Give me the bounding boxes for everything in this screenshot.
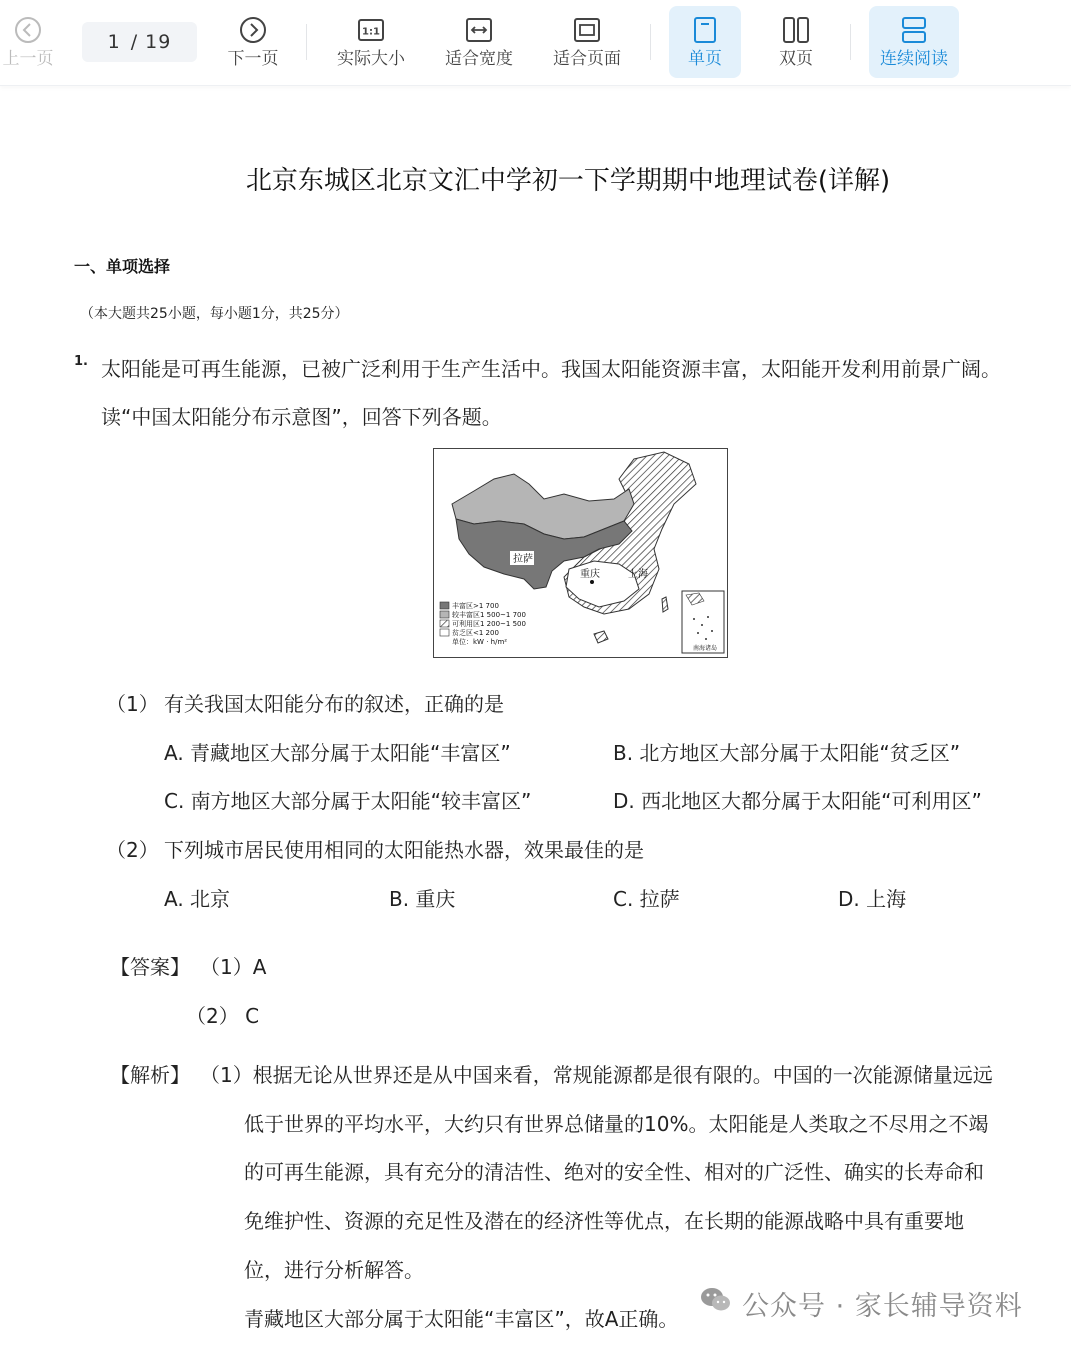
- prev-page-button[interactable]: [0, 6, 56, 78]
- double-page-icon: [781, 15, 811, 45]
- fit-page-label: 适合页面: [553, 49, 621, 69]
- fit-page-button[interactable]: [546, 6, 628, 78]
- china-solar-map: [433, 448, 728, 658]
- sub-question-text: 有关我国太阳能分布的叙述，正确的是: [164, 692, 504, 716]
- watermark: [700, 1284, 1023, 1323]
- double-page-label: 双页: [779, 49, 813, 69]
- document-title: 北京东城区北京文汇中学初一下学期期中地理试卷(详解): [245, 166, 891, 196]
- fit-width-label: 适合宽度: [445, 49, 513, 69]
- chevron-left-circle-icon: [13, 15, 43, 45]
- page-current[interactable]: 1: [107, 31, 121, 53]
- actual-size-button[interactable]: [330, 6, 412, 78]
- reader-toolbar: [0, 0, 1071, 86]
- sub-question-label: （1）: [106, 692, 159, 716]
- fit-width-button[interactable]: [438, 6, 520, 78]
- continuous-read-button[interactable]: [869, 6, 959, 78]
- analysis-line: 青藏地区大部分属于太阳能“丰富区”，故A正确。: [244, 1307, 679, 1331]
- answer-line: （2） C: [186, 1004, 260, 1028]
- wechat-icon: [700, 1286, 732, 1321]
- toolbar-divider: [650, 24, 651, 60]
- toolbar-divider: [306, 24, 307, 60]
- option-d[interactable]: D. 上海: [838, 887, 907, 911]
- watermark-text: 公众号 · 家长辅导资料: [742, 1291, 1023, 1322]
- legend-text-poor: 贫乏区<1 200: [452, 629, 499, 637]
- map-hainan: [594, 631, 608, 643]
- next-page-label: 下一页: [227, 49, 279, 69]
- option-d[interactable]: D. 西北地区大都分属于太阳能“可利用区”: [613, 789, 982, 813]
- single-page-icon: [690, 15, 720, 45]
- answer-line: （1）A: [200, 955, 267, 979]
- option-a[interactable]: A. 北京: [164, 887, 231, 911]
- prev-page-label: 上一页: [2, 49, 54, 69]
- chongqing-dot: [590, 580, 594, 584]
- question-stem-line: 读“中国太阳能分布示意图”，回答下列各题。: [101, 405, 502, 429]
- legend-text-richest: 丰富区>1 700: [452, 602, 499, 610]
- fit-width-icon: [464, 15, 494, 45]
- option-c[interactable]: C. 南方地区大部分属于太阳能“较丰富区”: [164, 789, 532, 813]
- chevron-right-circle-icon: [238, 15, 268, 45]
- analysis-line: 低于世界的平均水平，大约只有世界总储量的10%。太阳能是人类取之不尽用之不竭: [244, 1112, 989, 1136]
- actual-size-icon: [356, 15, 386, 45]
- page-total: / 19: [130, 31, 172, 53]
- sub-question-text: 下列城市居民使用相同的太阳能热水器，效果最佳的是: [164, 838, 644, 862]
- page-indicator[interactable]: [82, 22, 197, 62]
- legend-swatch-richest: [440, 602, 449, 609]
- answer-tag: 【答案】: [110, 955, 190, 979]
- map-taiwan: [662, 597, 668, 612]
- legend-text-rich: 较丰富区1 500~1 700: [452, 611, 526, 619]
- analysis-line: 位，进行分析解答。: [244, 1258, 424, 1282]
- option-a[interactable]: A. 青藏地区大部分属于太阳能“丰富区”: [164, 741, 511, 765]
- single-page-label: 单页: [688, 49, 722, 69]
- fit-page-icon: [572, 15, 602, 45]
- map-label-lhasa: 拉萨: [513, 554, 533, 565]
- option-b[interactable]: B. 重庆: [389, 887, 456, 911]
- toolbar-divider: [850, 24, 851, 60]
- sub-question-label: （2）: [106, 838, 159, 862]
- continuous-read-icon: [899, 15, 929, 45]
- section-heading: 一、单项选择: [74, 257, 171, 276]
- option-b[interactable]: B. 北方地区大部分属于太阳能“贫乏区”: [613, 741, 961, 765]
- map-legend: [440, 601, 526, 646]
- legend-text-usable: 可利用区1 200~1 500: [452, 620, 526, 628]
- analysis-line: （1）根据无论从世界还是从中国来看，常规能源都是很有限的。中国的一次能源储量远远: [200, 1063, 993, 1087]
- map-label-shanghai: 上海: [628, 569, 648, 580]
- question-stem-line: 太阳能是可再生能源，已被广泛利用于生产生活中。我国太阳能资源丰富，太阳能开发利用前景广阔。: [101, 357, 1001, 381]
- map-label-chongqing: 重庆: [580, 569, 600, 580]
- analysis-line: 免维护性、资源的充足性及潜在的经济性等优点，在长期的能源战略中具有重要地: [244, 1209, 964, 1233]
- section-note: （本大题共25小题，每小题1分，共25分）: [80, 306, 349, 322]
- double-page-button[interactable]: [760, 6, 832, 78]
- option-c[interactable]: C. 拉萨: [613, 887, 680, 911]
- legend-text-unit: 单位：kW · h/m²: [452, 638, 508, 646]
- map-inset: [682, 591, 724, 653]
- map-label-inset: 南海诸岛: [693, 645, 718, 652]
- legend-swatch-rich: [440, 611, 449, 618]
- analysis-tag: 【解析】: [110, 1063, 190, 1087]
- actual-size-icon-text: 1:1: [362, 26, 380, 38]
- continuous-read-label: 连续阅读: [880, 49, 948, 69]
- legend-swatch-usable: [440, 620, 449, 627]
- legend-swatch-poor: [440, 629, 449, 636]
- question-number: 1.: [74, 354, 88, 369]
- next-page-button[interactable]: [222, 6, 284, 78]
- single-page-button[interactable]: [669, 6, 741, 78]
- actual-size-label: 实际大小: [337, 49, 405, 69]
- analysis-line: 的可再生能源，具有充分的清洁性、绝对的安全性、相对的广泛性、确实的长寿命和: [244, 1160, 984, 1184]
